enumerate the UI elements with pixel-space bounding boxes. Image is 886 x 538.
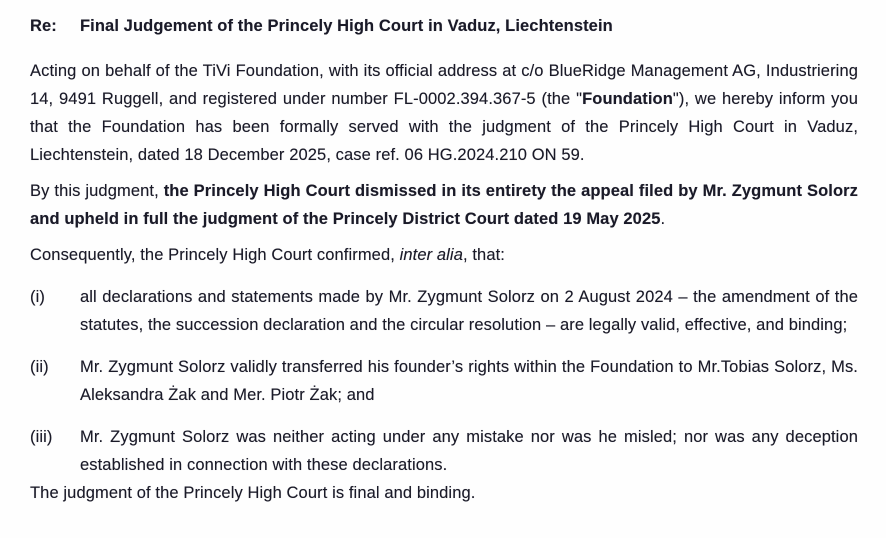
paragraph1-text-start: Acting on behalf of the TiVi Foundation, with its official address at c/o BlueRidge Management AG, Industriering 14, 9491 Ruggell, and registered under number FL-0002.394.367-5 (the ": [30, 62, 858, 108]
list-marker-i: (i): [30, 288, 45, 306]
list-text-ii: Mr. Zygmunt Solorz validly transferred his founder’s rights within the Foundation to Mr.Tobias Solorz, Ms. Aleksandra Żak and Mer. Piotr Żak; and: [80, 358, 858, 404]
paragraph-confirmed-intro: [30, 241, 858, 269]
paragraph-judgment-dismissed: [30, 177, 858, 233]
paragraph1-text-end: "), we hereby inform you that the Foundation has been formally served with the judgment of the Princely High Court in Vaduz, Liechtenstein, dated 18 December 2025, case ref. 06 HG.2024.210 ON 59.: [30, 90, 858, 164]
paragraph-foundation-served: [30, 57, 858, 169]
list-item-i: [30, 283, 858, 339]
list-marker-iii: (iii): [30, 428, 53, 446]
paragraph3-text-end: , that:: [462, 246, 505, 264]
closing-statement: The judgment of the Princely High Court is final and binding.: [30, 484, 476, 502]
list-item-ii: [30, 353, 858, 409]
re-subject-line: [30, 12, 858, 40]
re-subject-title: Final Judgement of the Princely High Court in Vaduz, Liechtenstein: [80, 17, 613, 35]
paragraph3-italic-inter-alia: inter alia: [399, 246, 463, 264]
list-marker-ii: (ii): [30, 358, 49, 376]
list-text-iii: Mr. Zygmunt Solorz was neither acting under any mistake nor was he misled; nor was any deception established in connection with these declarations.: [80, 428, 858, 474]
list-text-i: all declarations and statements made by Mr. Zygmunt Solorz on 2 August 2024 – the amendment of the statutes, the succession declaration and the circular resolution – are legally valid, effective, and binding;: [80, 288, 858, 334]
paragraph2-bold-ruling: the Princely High Court dismissed in its entirety the appeal filed by Mr. Zygmunt Solorz and upheld in full the judgment of the Princely District Court dated 19 May 2025: [30, 182, 858, 228]
paragraph3-text-start: Consequently, the Princely High Court confirmed,: [30, 246, 400, 264]
paragraph2-tail: .: [660, 210, 666, 228]
re-label: Re:: [30, 17, 57, 35]
list-item-iii: [30, 423, 858, 479]
paragraph2-lead: By this judgment,: [30, 182, 164, 200]
paragraph1-bold-foundation: Foundation: [582, 90, 673, 108]
